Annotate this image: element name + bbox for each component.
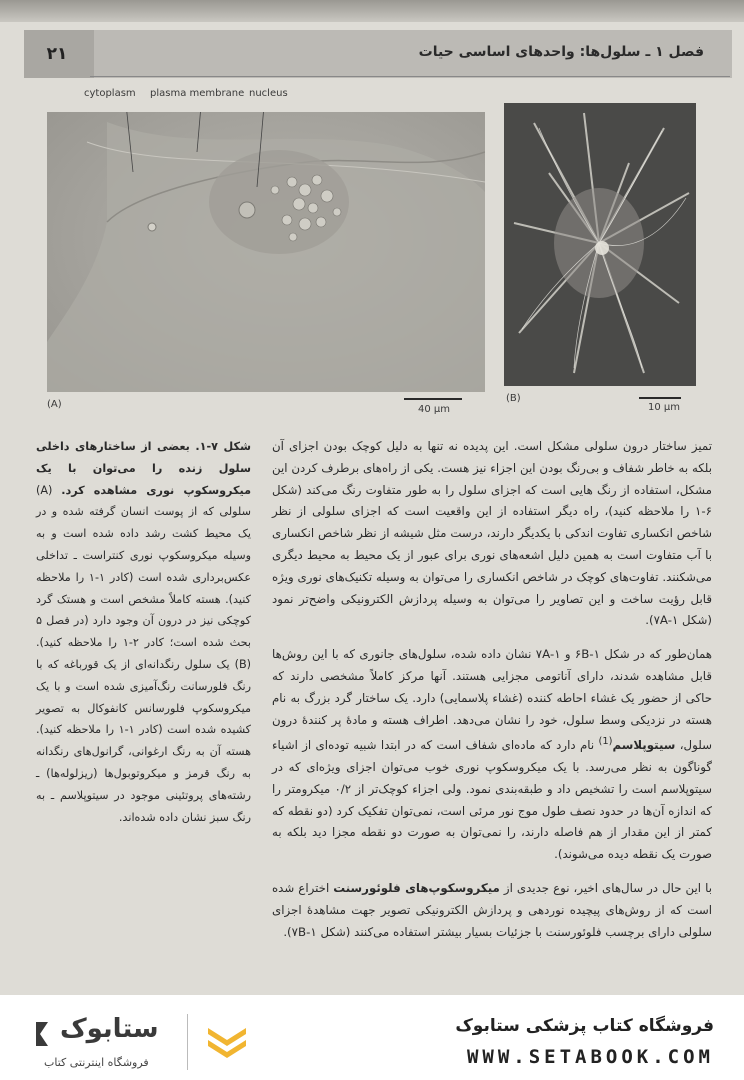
pigment-cell-micrograph-b [504, 103, 696, 386]
figure-panel-b-micrograph [504, 103, 696, 386]
term-fluorescence-microscopes: میکروسکوپ‌های فلوئورسنت [333, 881, 500, 896]
label-plasma-membrane: plasma membrane [150, 88, 245, 99]
paragraph-1: تمیز ساختار درون سلولی مشکل است. این پدیده نه تنها به دلیل کوچک بودن اجزای آن بلکه به خاطر شفاف و بی‌رنگ بودن این اجزاء نیز هست. یکی از راه‌های برطرف کردن این مشکل، استفاده از رنگ هایی است که اجزای سلول را به طور متفاوت رنگ می‌کند (شکل ۶-۱ را ملاحظه کنید)، راه دیگر استفاده از این واقعیت است که اجزای سلولی از نظر شاخص انکساری تفاوت اندکی با یکدیگر دارند، درست مثل شیشه از نظر شاخص انکساری با آب متفاوت است به همین دلیل اشعه‌های نوری برای عبور از یک محیط به محیط دیگری می‌شکنند. تفاوت‌های کوچک در شاخص انکساری را می‌توان به وسیله تکنیک‌های نوری ویژه قابل رؤیت ساخت و این تصاویر را می‌توان به وسیله پردازش الکترونیکی واضح‌تر نمود (شکل ۷A-۱). [272, 439, 712, 628]
scale-label-b: 10 μm [648, 402, 681, 413]
figure-caption [36, 436, 251, 828]
chapter-title: فصل ۱ ـ سلول‌ها: واحدهای اساسی حیات [418, 44, 704, 60]
panel-a-label: (A) [47, 399, 62, 410]
caption-title: شکل ۷-۱. بعضی از ساختارهای داخلی سلول زنده را می‌توان با یک میکروسکوپ نوری مشاهده کرد. [36, 440, 252, 497]
figure-panel-a-micrograph [47, 112, 485, 392]
paragraph-2-text: همان‌طور که در شکل ۶B-۱ و ۷A-۱ نشان داده شده، سلول‌های جانوری که با این روش‌ها قابل مشاهده شدند، دارای آناتومی مجزایی هستند. آنها مرکز کاملاً مشخصی دارند که حاکی از حضور یک غشاء احاطه کننده (غشاء پلاسمایی) دارد. یک ساختار گرد بزرگ به نام هسته در نزدیکی وسط سلول، خود را نشان می‌دهد. اطراف هسته و مادهٔ پر کنندهٔ درون سلول، [272, 647, 713, 753]
main-text-column [272, 436, 712, 955]
label-nucleus: nucleus [249, 88, 288, 99]
header-rule [90, 76, 730, 77]
footnote-marker: (1) [598, 736, 613, 748]
term-cytoplasm: سیتوپلاسم [612, 738, 676, 753]
store-name: فروشگاه کتاب پزشکی ستابوک [455, 1016, 714, 1036]
logo-wordmark: ستابوک [60, 1014, 159, 1044]
scale-bar-b [639, 397, 681, 399]
panel-b-label: (B) [506, 393, 521, 404]
caption-body: (A) سلولی که از پوست انسان گرفته شده و در یک محیط کشت رشد داده شده است و به وسیله میکروسکوپ نوری کنتراست ـ تداخلی عکس‌برداری شده است (کادر ۱-۱ را ملاحظه کنید). هسته کاملاً مشخص است و هستک گرد کوچکی نیز در درون آن وجود دارد (در فصل ۵ بحث شده است؛ کادر ۲-۱ را ملاحظه کنید). (B) یک سلول رنگدانه‌ای از یک قورباغه که با رنگ فلورسانت رنگ‌آمیزی شده است و با یک میکروسکوپ فلورسانس کانفوکال به تصویر کشیده شده است (کادر ۱-۱ را ملاحظه کنید). هسته آن به رنگ ارغوانی، گرانول‌های رنگدانه به رنگ قرمز و میکروتوبول‌ها (ریزلوله‌ها) ـ رشته‌های پروتئینی موجود در سیتوپلاسم ـ به رنگ سبز نشان داده شده‌اند. [36, 483, 252, 824]
scale-bar-a [404, 398, 462, 400]
chevron-stack-icon [204, 1020, 250, 1066]
paragraph-2 [272, 644, 712, 866]
banner-divider [187, 1014, 188, 1070]
paragraph-2-text-continued: نام دارد که ماده‌ای شفاف است که در ابتدا شبیه توده‌ای از اشیاء گوناگون به نظر می‌رسد. با یک میکروسکوپ نوری خوب می‌توان اجزای ویژه‌ای که در سیتوپلاسم است را تشخیص داد و طبقه‌بندی نمود. ولی اجزاء کوچک‌تر از ۰/۲ میکرومتر را که اندازه آن‌ها در حدود نصف طول موج نور مرئی است، نمی‌توان تفکیک کرد (دو نقطه که کمتر از این مقدار از هم فاصله دارند، را نمی‌توان به صورت دو نقطه مجزا دید بلکه به صورت یک نقطه دیده می‌شوند). [272, 738, 712, 862]
logo-subtitle: فروشگاه اینترنتی کتاب [44, 1056, 149, 1069]
store-url-link[interactable]: WWW.SETABOOK.COM [466, 1046, 714, 1068]
page-number: ۲۱ [46, 44, 68, 64]
paragraph-3-text: با این حال در سال‌های اخیر، نوع جدیدی از [499, 881, 712, 896]
paragraph-3-text-continued: اختراع شده است که از روش‌های پیچیده نوردهی و پردازش الکترونیکی تصویر جهت مشاهدهٔ اجزای سلولی دارای برچسب فلوئورسنت با جزئیات بسیار بیشتر استفاده می‌کنند (شکل ۷B-۱). [272, 881, 712, 939]
page-top-shadow [0, 0, 744, 22]
scale-label-a: 40 μm [418, 404, 451, 415]
label-cytoplasm: cytoplasm [84, 88, 136, 99]
label-leader-lines [47, 112, 485, 392]
paragraph-3 [272, 878, 712, 943]
